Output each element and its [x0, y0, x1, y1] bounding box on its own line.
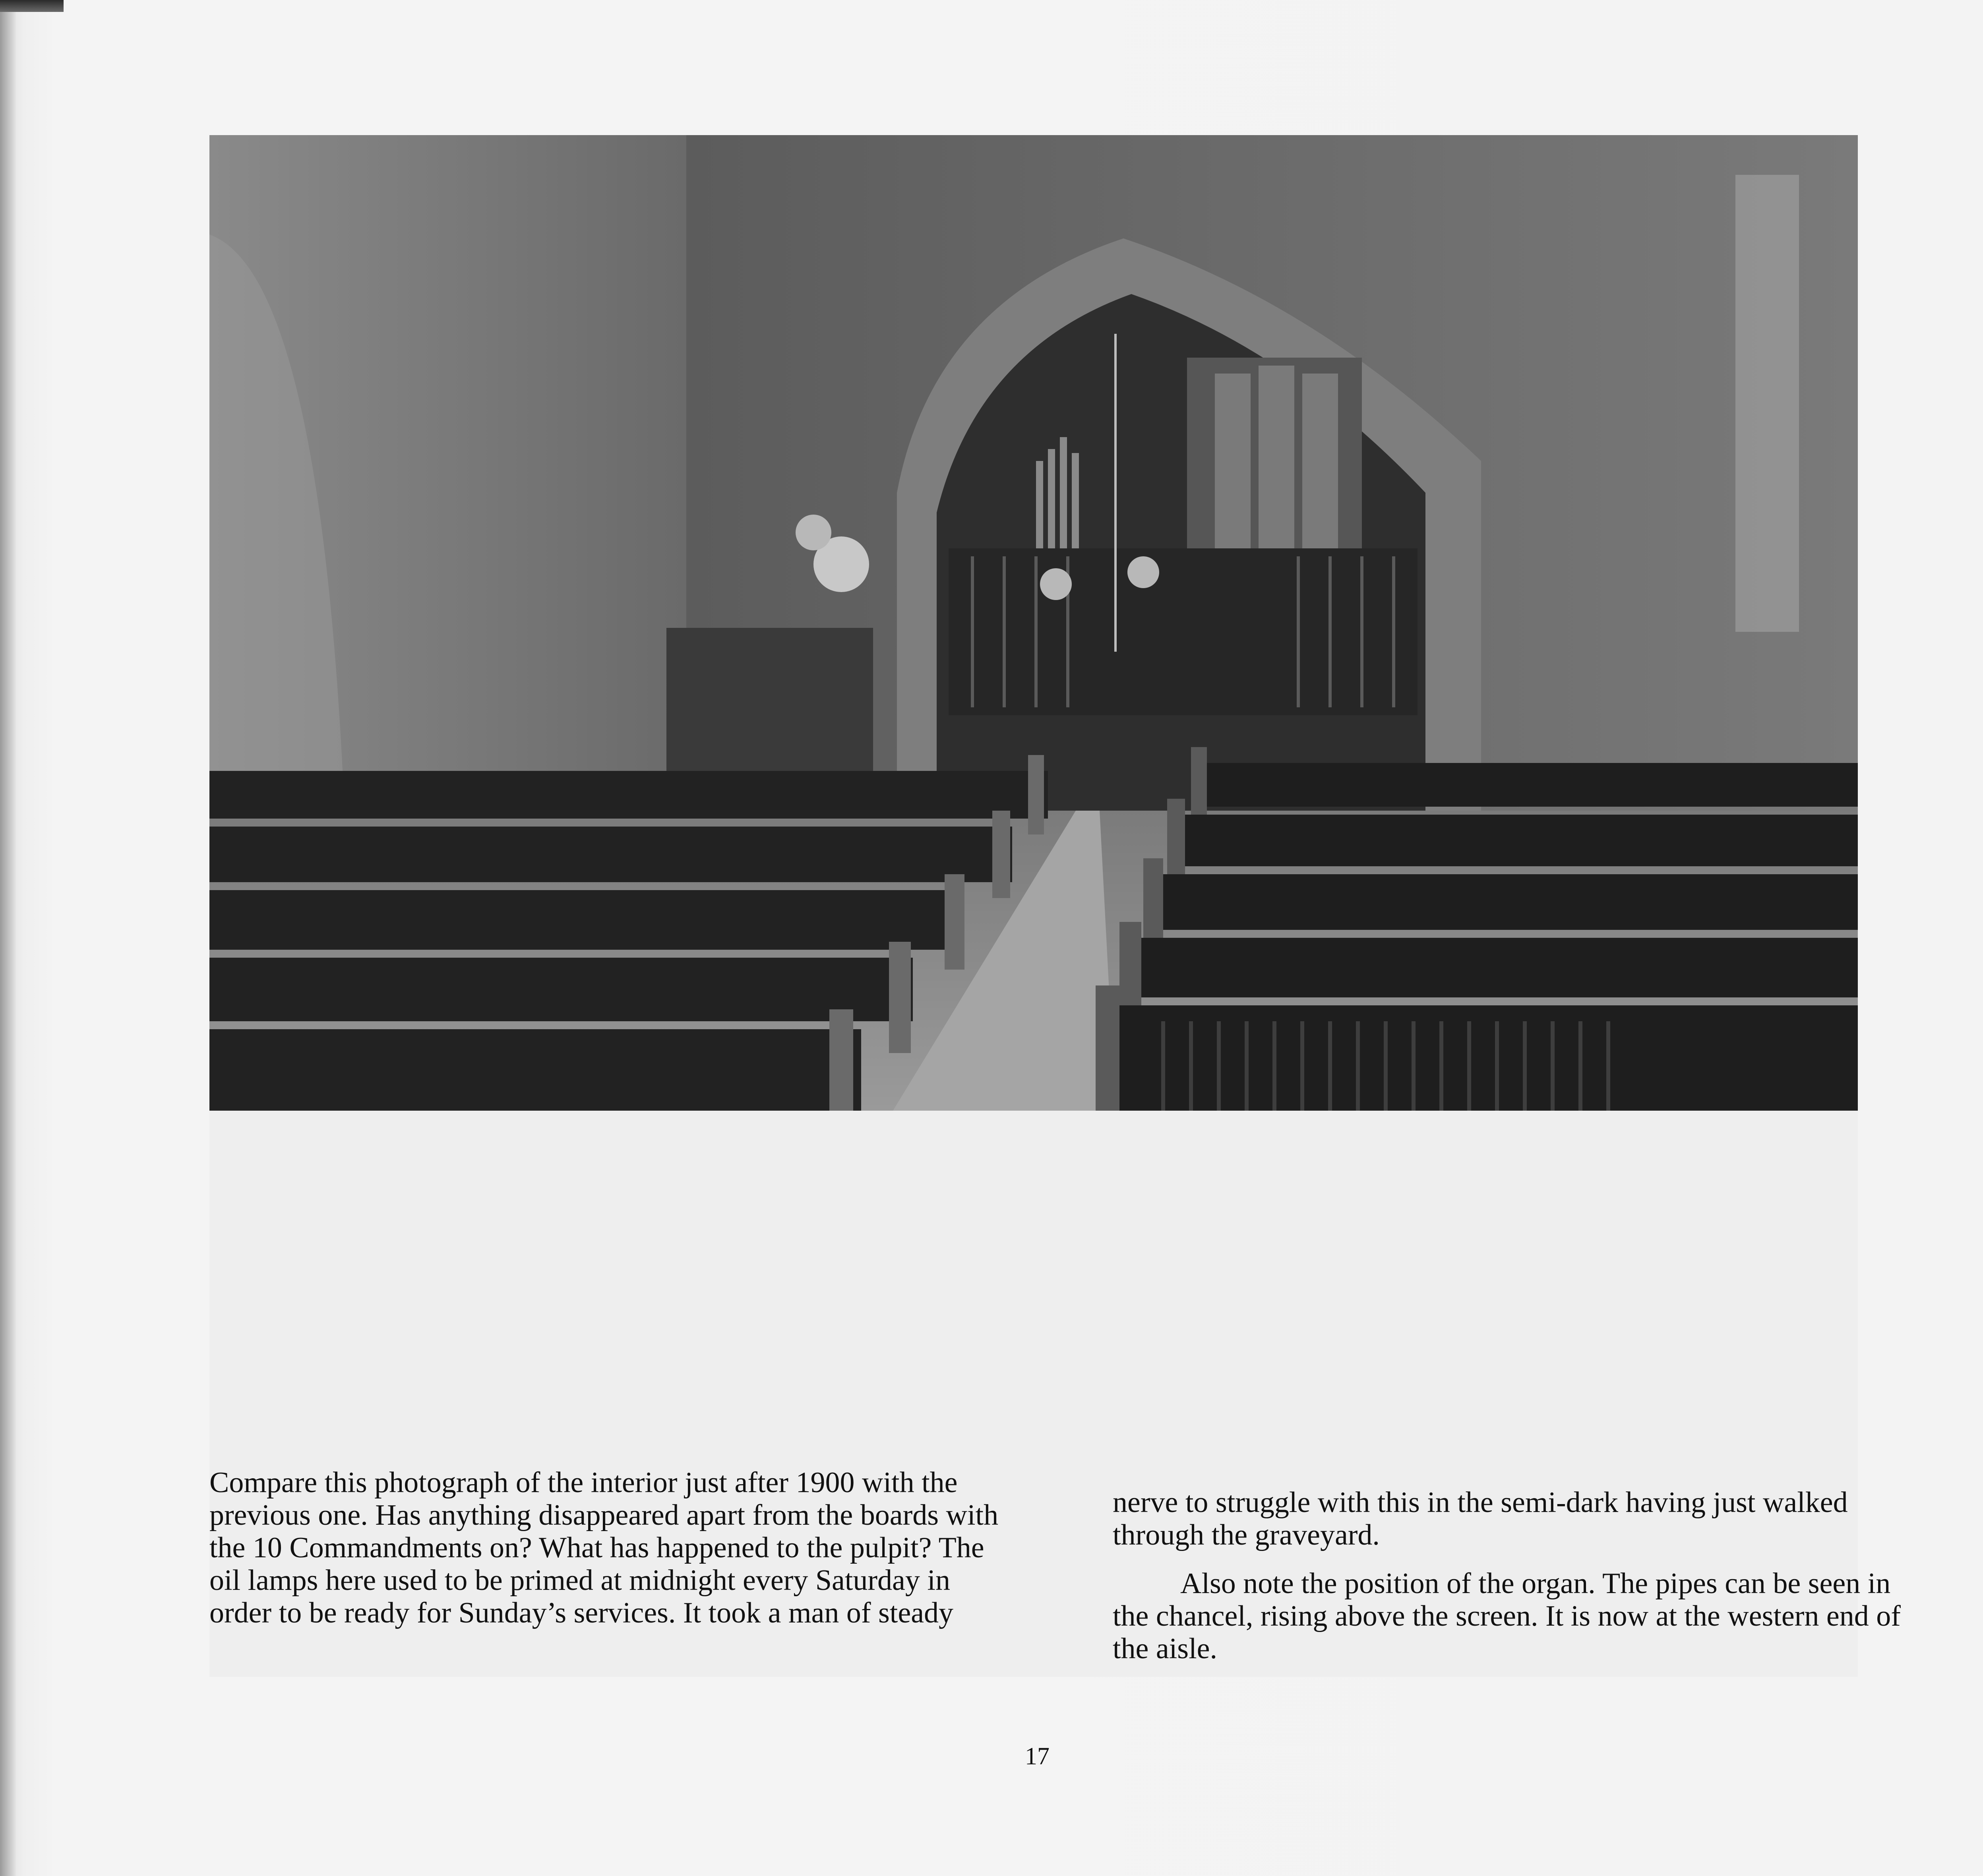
- book-binding-shadow: [0, 0, 16, 1876]
- chancel-screen: [949, 548, 1418, 715]
- east-window-light-1: [1215, 374, 1251, 572]
- photo-illustration: [209, 135, 1858, 1111]
- east-window-light-2: [1259, 366, 1294, 572]
- church-interior-photograph: [209, 135, 1858, 1111]
- book-binding-corner: [0, 0, 64, 12]
- east-window-light-3: [1302, 374, 1338, 572]
- page-number: 17: [1025, 1743, 1050, 1770]
- right-text-column: [1113, 1486, 1907, 1665]
- right-window: [1735, 175, 1799, 632]
- right-column-paragraph-2: Also note the position of the organ. The pipes can be seen in the chancel, rising above the screen. It is now at the western end of the aisle.: [1113, 1567, 1901, 1665]
- left-column-paragraph: Compare this photograph of the interior just after 1900 with the previous one. Has anything disappeared apart from the boards with the 10 Commandments on? What has happened to the pulpit? The oil lamps here used to be primed at midnight every Saturday in order to be ready for Sunday’s services. It took a man of steady: [209, 1466, 999, 1629]
- right-column-paragraph-1: nerve to struggle with this in the semi-dark having just walked through the graveyard.: [1113, 1486, 1848, 1551]
- left-text-column: [209, 1466, 1004, 1629]
